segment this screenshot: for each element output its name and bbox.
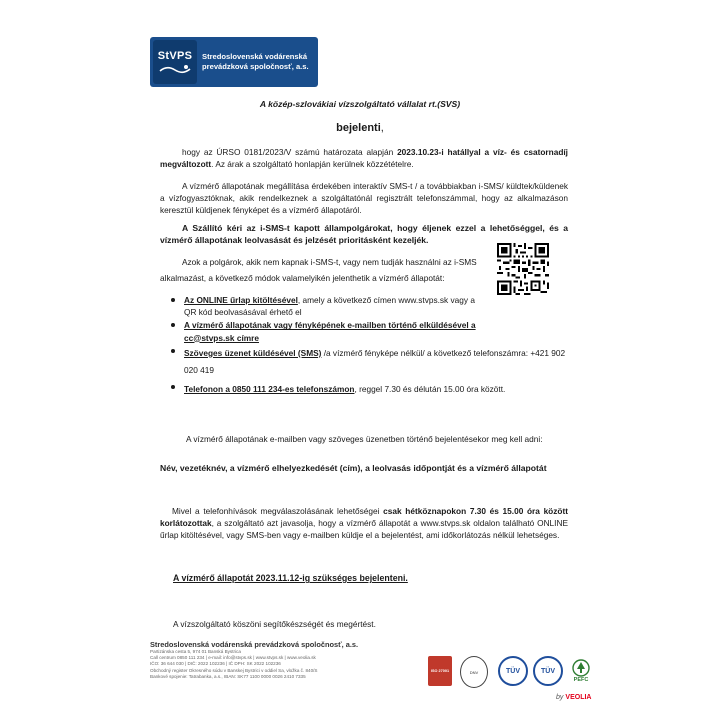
list-item: Szöveges üzenet küldésével (SMS) /a vízmérő fényképe nélkül/ a következő telefonszámra: +421 902 020 419 — [168, 345, 568, 379]
footer-line: IČO: 36 644 030 | DIČ: 2022 102236 | IČ DPH: SK 2022 102236 — [150, 661, 281, 667]
logo-company-name: Stredoslovenská vodárenská prevádzková spoločnosť, a.s. — [202, 52, 309, 71]
paragraph-citizens: Azok a polgárok, akik nem kapnak i-SMS-t, vagy nem tudják használni az i-SMS alkalmazást, a következő módok valamelyikén jelenthetik a vízmérő állapotát: — [160, 257, 477, 284]
company-headline: A közép-szlovákiai vízszolgáltató vállalat rt.(SVS) — [259, 99, 461, 109]
announce-title: bejelenti, — [336, 122, 384, 134]
paragraph-required-data: Név, vezetéknév, a vízmérő elhelyezkedését (cím), a leolvasás időpontját és a vízmérő állapotát — [160, 463, 547, 473]
deadline-notice: A vízmérő állapotát 2023.11.12-ig szükséges bejelenteni. — [173, 573, 408, 583]
pefc-cert-badge: PEFC — [569, 656, 593, 686]
list-item: Az ONLINE űrlap kitöltésével, amely a következő címen www.stvps.sk vagy a QR kód beolvasásával érhető el — [168, 294, 484, 318]
tuv-cert-badge-2: TÜV — [533, 656, 563, 686]
company-footer — [150, 640, 410, 680]
footer-line: Call centrum 0850 111 234 | e-mail: info@stvps.sk | www.stvps.sk | www.veolia.sk — [150, 655, 316, 661]
stvps-logo — [150, 37, 318, 87]
water-drop-icon — [158, 63, 192, 75]
paragraph-request: A Szállító kéri az i-SMS-t kapott állampolgárokat, hogy éljenek ezzel a lehetőséggel, és a vízmérő állapotának leolvasását és jelzését prioritásként kezeljék. — [160, 223, 568, 246]
reporting-methods-list — [168, 294, 568, 399]
footer-line: Bankové spojenie: Tatrabanka, a.s., IBAN: SK77 1100 0000 0026 2410 7335 — [150, 673, 306, 679]
list-item: A vízmérő állapotának vagy fényképének e-mailben történő elküldésével a cc@stvps.sk címre — [168, 319, 484, 343]
paragraph-tariff: hogy az ÚRSO 0181/2023/V számú határozata alapján 2023.10.23-i hatállyal a víz- és csatornadíj megváltozott. Az árak a szolgáltató honlapján kerülnek közzétételre. — [160, 147, 568, 170]
logo-mark — [153, 40, 197, 84]
footer-line: Partizánska cesta 5, 974 01 Banská Bystrica — [150, 649, 241, 654]
thanks-text: A vízszolgáltató köszöni segítőkészségét és megértést. — [173, 619, 376, 629]
tree-icon — [572, 659, 590, 677]
qr-code — [497, 243, 549, 295]
footer-line: Obchodný register Okresného súdu v Banskej Bystrici v oddiel Sa, vložka č. 840/S — [150, 667, 318, 673]
footer-company-name: Stredoslovenská vodárenská prevádzková spoločnosť, a.s. — [150, 640, 359, 649]
tuv-cert-badge: TÜV — [498, 656, 528, 686]
paragraph-email-sms: A vízmérő állapotának e-mailben vagy szöveges üzenetben történő bejelentésekor meg kell adni: — [186, 434, 543, 444]
logo-abbr: StVPS — [157, 49, 193, 62]
list-item: Telefonon a 0850 111 234-es telefonszámon, reggel 7.30 és délután 15.00 óra között. — [168, 381, 568, 398]
paragraph-phone-hours: Mivel a telefonhívások megválaszolásának lehetőségei csak hétköznapokon 7.30 és 15.00 óra között korlátozottak, a szolgáltató azt javasolja, hogy a vízmérő állapotát a www.stvps.sk oldalon található ONLINE űrlap kitöltésével, vagy SMS-ben vagy e-mailben küldje el a bejelentést, ami időkorlátozás nélkül lehetséges. — [160, 506, 568, 541]
dnv-cert-badge: DNV — [460, 656, 488, 688]
veolia-logo: by VEOLIA — [556, 694, 592, 701]
paragraph-isms: A vízmérő állapotának megállítása érdekében interaktív SMS-t / a továbbiakban i-SMS/ küldtek/küldenek a vízfogyasztóknak, akik rendelkeznek a szolgáltatónál regisztrált telefonszámmal, hogy az alkalmazáson keresztül küldjenek fényképet és a vízmérő állapotáról. — [160, 181, 568, 216]
iso-cert-badge: ISO 27001 — [428, 656, 452, 686]
